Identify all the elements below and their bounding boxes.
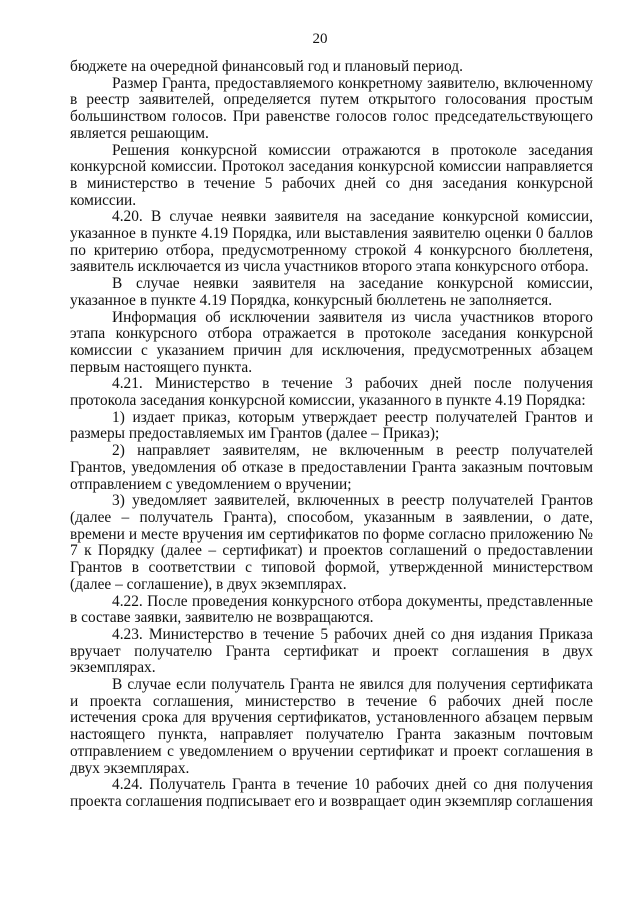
paragraph-4-22: 4.22. После проведения конкурсного отбора документы, представленные в составе заявки, заявителю не возвращаются. [70, 592, 593, 627]
paragraph-4-21-item-3: 3) уведомляет заявителей, включенных в реестр получателей Грантов (далее – получатель Гранта), способом, указанным в заявлении, о дате, времени и месте вручения им сертификатов по форме согласно приложению № 7 к Порядку (далее – сертификат) и проектов соглашений о предоставлении Грантов в соответствии с типовой формой, утвержденной министерством (далее – соглашение), в двух экземплярах. [70, 492, 593, 593]
paragraph-4-23: 4.23. Министерство в течение 5 рабочих дней со дня издания Приказа вручает получателю Гранта сертификат и проект соглашения в двух экземплярах. [70, 625, 593, 677]
page-number: 20 [312, 31, 328, 47]
paragraph-4-20-exclusion-info: Информация об исключении заявителя из числа участников второго этапа конкурсного отбора отражается в протоколе заседания конкурсной комиссии с указанием причин для исключения, предусмотренных абзацем первым настоящего пункта. [70, 308, 593, 376]
paragraph-grant-size: Размер Гранта, предоставляемого конкретному заявителю, включенному в реестр заявителей, определяется путем открытого голосования простым большинством голосов. При равенстве голосов голос председательствующего является решающим. [70, 74, 593, 142]
paragraph-4-21-item-1: 1) издает приказ, которым утверждает реестр получателей Грантов и размеры предоставляемых им Грантов (далее – Приказ); [70, 408, 593, 443]
paragraph-4-21: 4.21. Министерство в течение 3 рабочих дней после получения протокола заседания конкурсной комиссии, указанного в пункте 4.19 Порядка: [70, 375, 593, 410]
paragraph-4-21-item-2: 2) направляет заявителям, не включенным в реестр получателей Грантов, уведомления об отказе в предоставлении Гранта заказным почтовым отправлением с уведомлением о вручении; [70, 442, 593, 493]
paragraph-4-20-absence: В случае неявки заявителя на заседание конкурсной комиссии, указанное в пункте 4.19 Порядка, конкурсный бюллетень не заполняется. [70, 275, 593, 309]
paragraph-commission-decisions: Решения конкурсной комиссии отражаются в протоколе заседания конкурсной комиссии. Протокол заседания конкурсной комиссии направляется в министерство в течение 5 рабочих дней со дня заседания конкурсной комиссии. [70, 141, 593, 209]
paragraph-4-20: 4.20. В случае неявки заявителя на заседание конкурсной комиссии, указанное в пункте 4.19 Порядка, или выставления заявителю оценки 0 баллов по критерию отбора, предусмотренному строкой 4 конкурсного бюллетеня, заявитель исключается из числа участников второго этапа конкурсного отбора. [70, 208, 593, 276]
paragraph-continuation: бюджете на очередной финансовый год и плановый период. [70, 58, 463, 75]
document-body [70, 59, 593, 811]
paragraph-4-23-non-appearance: В случае если получатель Гранта не явился для получения сертификата и проекта соглашения, министерство в течение 6 рабочих дней после истечения срока для вручения сертификатов, установленного абзацем первым настоящего пункта, направляет получателю Гранта заказным почтовым отправлением с уведомлением о вручении сертификат и проект соглашения в двух экземплярах. [70, 676, 593, 777]
paragraph-4-24: 4.24. Получатель Гранта в течение 10 рабочих дней со дня получения проекта соглашения подписывает его и возвращает один экземпляр соглашения [70, 776, 593, 810]
